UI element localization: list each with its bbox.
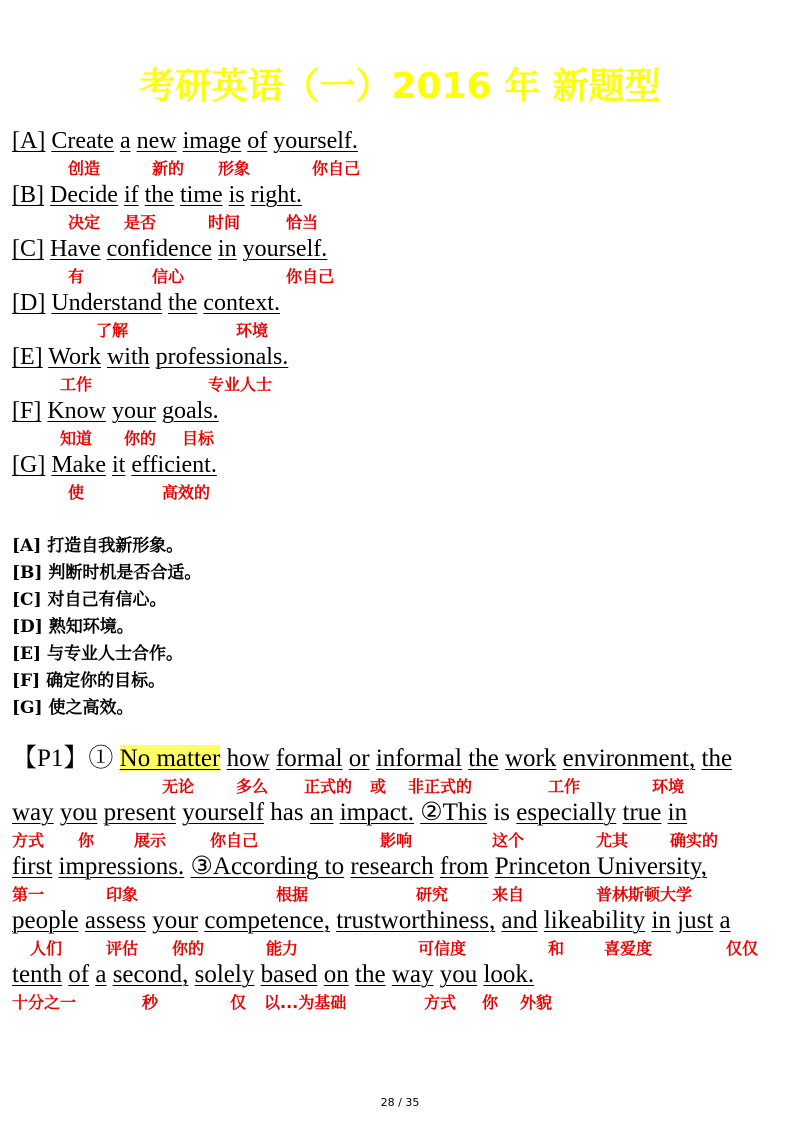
gloss-row: [0, 829, 800, 853]
word: [B]: [12, 182, 44, 208]
chinese-gloss: 展示: [134, 831, 167, 850]
gloss-row: [0, 211, 800, 235]
word: the: [355, 961, 386, 988]
chinese-gloss: 恰当: [286, 213, 319, 232]
word: on: [323, 961, 349, 988]
chinese-gloss: 可信度: [418, 939, 467, 958]
word: the: [167, 290, 198, 316]
passage-line: [12, 906, 731, 936]
chinese-gloss: 工作: [60, 375, 93, 394]
chinese-gloss: 你的: [172, 939, 205, 958]
chinese-gloss: 能力: [266, 939, 299, 958]
chinese-gloss: 决定: [68, 213, 101, 232]
gloss-row: [0, 937, 800, 961]
word: ②This: [420, 799, 488, 826]
chinese-gloss: 知道: [60, 429, 93, 448]
word: assess: [84, 907, 146, 934]
word: a: [119, 128, 131, 154]
gloss-row: [0, 265, 800, 289]
gloss-row: [0, 481, 800, 505]
passage-line: [12, 798, 687, 828]
chinese-gloss: 根据: [276, 885, 309, 904]
passage-line: [12, 852, 707, 882]
chinese-gloss: 多么: [236, 777, 269, 796]
passage-line: [12, 744, 732, 774]
word: efficient.: [131, 452, 217, 478]
chinese-gloss: 这个: [492, 831, 525, 850]
chinese-gloss: 第一: [12, 885, 45, 904]
word: or: [348, 745, 370, 772]
word: Princeton University,: [494, 853, 707, 880]
chinese-gloss: 环境: [236, 321, 269, 340]
word: way: [12, 799, 54, 826]
word: confidence: [106, 236, 212, 262]
chinese-gloss: 正式的: [304, 777, 353, 796]
chinese-gloss: 方式: [12, 831, 45, 850]
word: of: [247, 128, 268, 154]
option-line: [12, 396, 219, 426]
gloss-row: [0, 775, 800, 799]
word: the: [701, 745, 733, 772]
gloss-row: [0, 883, 800, 907]
word: [F]: [12, 398, 42, 424]
chinese-gloss: 尤其: [596, 831, 629, 850]
word: in: [651, 907, 671, 934]
chinese-gloss: 喜爱度: [604, 939, 653, 958]
word: the: [468, 745, 499, 772]
word: impact.: [339, 799, 414, 826]
word: professionals.: [155, 344, 289, 370]
option-line: [12, 450, 217, 480]
word: of: [68, 961, 90, 988]
chinese-gloss: 仅: [230, 993, 247, 1012]
word: tenth: [12, 961, 62, 988]
chinese-gloss: 来自: [492, 885, 525, 904]
gloss-row: [0, 991, 800, 1015]
word: impressions.: [58, 853, 185, 880]
word: trustworthiness,: [336, 907, 496, 934]
word: especially: [516, 799, 617, 826]
word: people: [12, 907, 79, 934]
chinese-gloss: 非正式的: [408, 777, 473, 796]
word: [D]: [12, 290, 46, 316]
chinese-gloss: 和: [548, 939, 565, 958]
word: from: [439, 853, 489, 880]
chinese-gloss: 使: [68, 483, 85, 502]
word: solely: [194, 961, 255, 988]
word: a: [95, 961, 107, 988]
translation-line: [E] 与专业人士合作。: [12, 644, 183, 664]
chinese-gloss: 你自己: [210, 831, 259, 850]
word: is: [228, 182, 245, 208]
word: right.: [250, 182, 302, 208]
word: image: [182, 128, 242, 154]
word: second,: [112, 961, 189, 988]
word: formal: [275, 745, 343, 772]
chinese-gloss: 是否: [124, 213, 157, 232]
word: 【P1】①: [12, 745, 114, 772]
chinese-gloss: 专业人士: [208, 375, 273, 394]
word: yourself.: [242, 236, 328, 262]
highlighted-phrase: No matter: [119, 745, 221, 772]
word: Have: [50, 236, 101, 262]
word: Work: [48, 344, 101, 370]
word: research: [350, 853, 434, 880]
translation-line: [D] 熟知环境。: [12, 617, 134, 637]
word: Understand: [51, 290, 162, 316]
word: in: [217, 236, 237, 262]
word: informal: [375, 745, 462, 772]
word: [C]: [12, 236, 44, 262]
chinese-gloss: 秒: [142, 993, 159, 1012]
option-line: [12, 342, 288, 372]
word: ③According to: [190, 853, 345, 880]
chinese-gloss: 你自己: [286, 267, 335, 286]
word: new: [136, 128, 177, 154]
word: and: [501, 907, 538, 934]
word: an: [309, 799, 334, 826]
chinese-gloss: 研究: [416, 885, 449, 904]
word: first: [12, 853, 53, 880]
chinese-gloss: 新的: [152, 159, 185, 178]
chinese-gloss: 你的: [124, 429, 157, 448]
chinese-gloss: 目标: [182, 429, 215, 448]
chinese-gloss: 有: [68, 267, 85, 286]
chinese-gloss: 工作: [548, 777, 581, 796]
translation-line: [G] 使之高效。: [12, 698, 134, 718]
chinese-gloss: 你自己: [312, 159, 361, 178]
word: your: [152, 907, 199, 934]
word: how: [226, 745, 270, 772]
option-line: [12, 126, 358, 156]
chinese-gloss: 确实的: [670, 831, 719, 850]
word: look.: [483, 961, 535, 988]
word: you: [59, 799, 98, 826]
word: just: [677, 907, 714, 934]
gloss-row: [0, 427, 800, 451]
translation-line: [B] 判断时机是否合适。: [12, 563, 202, 583]
word: is: [493, 799, 511, 826]
chinese-gloss: 环境: [652, 777, 685, 796]
chinese-gloss: 十分之一: [12, 993, 77, 1012]
word: it: [111, 452, 126, 478]
word: competence,: [204, 907, 330, 934]
chinese-gloss: 高效的: [162, 483, 211, 502]
word: [G]: [12, 452, 46, 478]
word: time: [179, 182, 223, 208]
chinese-gloss: 或: [370, 777, 387, 796]
word: true: [622, 799, 662, 826]
chinese-gloss: 仅仅: [726, 939, 759, 958]
chinese-gloss: 印象: [106, 885, 139, 904]
word: [A]: [12, 128, 46, 154]
word: in: [667, 799, 688, 826]
chinese-gloss: 以...为基础: [264, 993, 347, 1012]
option-line: [12, 234, 327, 264]
translation-line: [F] 确定你的目标。: [12, 671, 166, 691]
chinese-gloss: 你: [482, 993, 499, 1012]
option-line: [12, 180, 302, 210]
chinese-gloss: 人们: [30, 939, 63, 958]
word: present: [103, 799, 176, 826]
page-number: 28 / 35: [380, 1096, 420, 1109]
page-title: 考研英语（一）2016 年 新题型: [139, 66, 661, 107]
chinese-gloss: 外貌: [520, 993, 553, 1012]
gloss-row: [0, 157, 800, 181]
word: way: [391, 961, 434, 988]
chinese-gloss: 普林斯顿大学: [596, 885, 693, 904]
word: Know: [47, 398, 107, 424]
word: goals.: [162, 398, 219, 424]
chinese-gloss: 评估: [106, 939, 139, 958]
gloss-row: [0, 319, 800, 343]
translation-line: [C] 对自己有信心。: [12, 590, 167, 610]
word: Decide: [50, 182, 118, 208]
word: yourself: [182, 799, 265, 826]
option-line: [12, 288, 280, 318]
word: Create: [51, 128, 114, 154]
word: yourself.: [273, 128, 358, 154]
word: based: [260, 961, 318, 988]
word: context.: [203, 290, 280, 316]
word: the: [144, 182, 174, 208]
chinese-gloss: 形象: [218, 159, 251, 178]
word: Make: [51, 452, 106, 478]
word: work: [505, 745, 557, 772]
chinese-gloss: 影响: [380, 831, 413, 850]
chinese-gloss: 无论: [162, 777, 195, 796]
word: [E]: [12, 344, 43, 370]
chinese-gloss: 创造: [68, 159, 101, 178]
word: if: [123, 182, 139, 208]
gloss-row: [0, 373, 800, 397]
word: environment,: [562, 745, 696, 772]
word: your: [112, 398, 157, 424]
word: a: [719, 907, 731, 934]
word: you: [439, 961, 478, 988]
chinese-gloss: 了解: [96, 321, 129, 340]
word: with: [106, 344, 150, 370]
chinese-gloss: 信心: [152, 267, 185, 286]
chinese-gloss: 时间: [208, 213, 241, 232]
passage-line: [12, 960, 534, 990]
chinese-gloss: 你: [78, 831, 95, 850]
word: has: [270, 799, 304, 826]
word: likeability: [543, 907, 646, 934]
chinese-gloss: 方式: [424, 993, 457, 1012]
translation-line: [A] 打造自我新形象。: [12, 536, 184, 556]
